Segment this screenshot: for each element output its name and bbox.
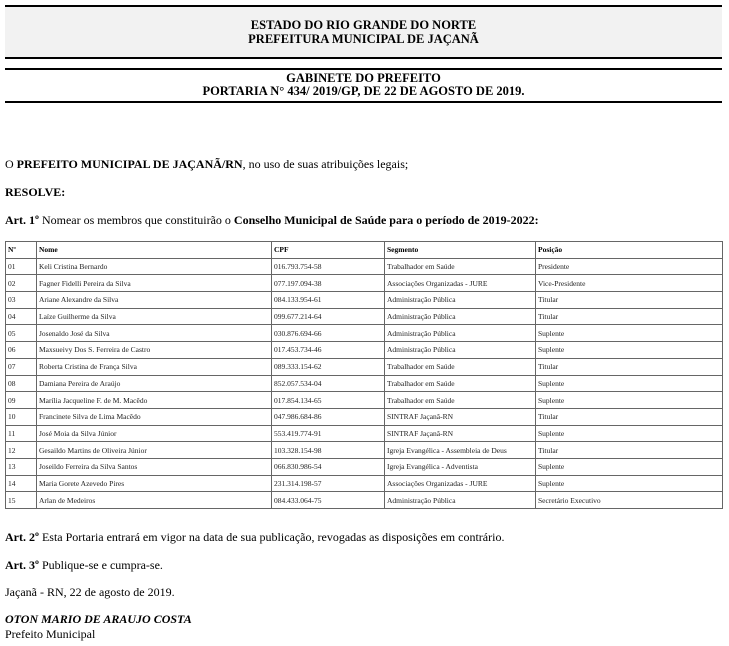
art2-text: Esta Portaria entrará em vigor na data de sua publicação, revogadas as disposições em contrário.	[38, 530, 505, 544]
table-row	[6, 358, 723, 375]
cell-position: Suplente	[536, 475, 723, 492]
state-name: ESTADO DO RIO GRANDE DO NORTE	[250, 18, 477, 32]
cell-name: Keli Cristina Bernardo	[37, 258, 272, 275]
cell-position: Suplente	[536, 325, 723, 342]
cell-position: Titular	[536, 442, 723, 459]
cell-position: Titular	[536, 292, 723, 309]
cell-number: 09	[6, 392, 37, 409]
cell-position: Titular	[536, 358, 723, 375]
cell-segment: Trabalhador em Saúde	[385, 375, 536, 392]
art3-text: Publique-se e cumpra-se.	[38, 558, 163, 572]
table-header-row	[6, 242, 723, 259]
cell-position: Suplente	[536, 375, 723, 392]
cell-name: Arlan de Medeiros	[37, 492, 272, 509]
art2-label: Art. 2º	[5, 530, 39, 544]
table-row	[6, 275, 723, 292]
header-name: Nome	[37, 242, 272, 259]
cell-number: 04	[6, 308, 37, 325]
cell-cpf: 017.854.134-65	[272, 392, 385, 409]
cell-cpf: 066.830.986-54	[272, 458, 385, 475]
cell-number: 02	[6, 275, 37, 292]
table-row	[6, 392, 723, 409]
signature-name: OTON MARIO DE ARAUJO COSTA	[5, 612, 192, 626]
cell-segment: Trabalhador em Saúde	[385, 392, 536, 409]
art1-text: Nomear os membros que constituirão o	[38, 213, 234, 227]
cell-name: Fagner Fidelli Pereira da Silva	[37, 275, 272, 292]
cell-number: 01	[6, 258, 37, 275]
cell-position: Suplente	[536, 342, 723, 359]
cell-number: 03	[6, 292, 37, 309]
cell-cpf: 852.057.534-04	[272, 375, 385, 392]
cell-number: 05	[6, 325, 37, 342]
cell-cpf: 077.197.094-38	[272, 275, 385, 292]
cell-cpf: 016.793.754-58	[272, 258, 385, 275]
cell-segment: Administração Pública	[385, 325, 536, 342]
table-row	[6, 375, 723, 392]
cell-number: 15	[6, 492, 37, 509]
cell-segment: Trabalhador em Saúde	[385, 258, 536, 275]
cell-segment: SINTRAF Jaçanã-RN	[385, 425, 536, 442]
table-row	[6, 425, 723, 442]
cabinet-section	[5, 68, 722, 103]
table-row	[6, 408, 723, 425]
art1-bold: Conselho Municipal de Saúde para o período de 2019-2022:	[233, 213, 539, 227]
cell-name: Joseildo Ferreira da Silva Santos	[37, 458, 272, 475]
cell-cpf: 553.419.774-91	[272, 425, 385, 442]
cell-name: Marília Jacqueline F. de M. Macêdo	[37, 392, 272, 409]
resolve-text: RESOLVE:	[5, 185, 66, 199]
cell-name: Maxsueivy Dos S. Ferreira de Castro	[37, 342, 272, 359]
cell-number: 08	[6, 375, 37, 392]
cell-name: Josenaldo José da Silva	[37, 325, 272, 342]
cell-cpf: 231.314.198-57	[272, 475, 385, 492]
art2-paragraph	[5, 530, 504, 545]
table-row	[6, 292, 723, 309]
cell-name: Roberta Cristina de França Silva	[37, 358, 272, 375]
cell-segment: Administração Pública	[385, 292, 536, 309]
art1-paragraph	[5, 213, 539, 228]
cell-name: Ariane Alexandre da Silva	[37, 292, 272, 309]
cell-position: Suplente	[536, 392, 723, 409]
header-cpf: CPF	[272, 242, 385, 259]
table-row	[6, 258, 723, 275]
cell-number: 14	[6, 475, 37, 492]
table-row	[6, 492, 723, 509]
table-row	[6, 325, 723, 342]
portaria-title: PORTARIA N° 434/ 2019/GP, DE 22 DE AGOSTO DE 2019.	[202, 84, 525, 98]
header-segment: Segmento	[385, 242, 536, 259]
header-number: Nº	[6, 242, 37, 259]
cell-cpf: 089.333.154-62	[272, 358, 385, 375]
cell-segment: Administração Pública	[385, 308, 536, 325]
document-header	[5, 5, 722, 59]
table-row	[6, 342, 723, 359]
art3-label: Art. 3º	[5, 558, 39, 572]
intro-suffix: , no uso de suas atribuições legais;	[242, 157, 409, 171]
intro-prefix: O	[5, 157, 17, 171]
cell-position: Titular	[536, 408, 723, 425]
cell-segment: Igreja Evangélica - Assembleia de Deus	[385, 442, 536, 459]
cell-name: Laíze Guilherme da Silva	[37, 308, 272, 325]
cell-segment: Administração Pública	[385, 342, 536, 359]
cell-position: Titular	[536, 308, 723, 325]
members-table	[5, 241, 723, 509]
table-row	[6, 442, 723, 459]
table-body	[6, 258, 723, 508]
intro-paragraph	[5, 157, 408, 172]
intro-bold: PREFEITO MUNICIPAL DE JAÇANÃ/RN	[16, 157, 243, 171]
cabinet-title: GABINETE DO PREFEITO	[286, 71, 441, 85]
cell-position: Presidente	[536, 258, 723, 275]
cell-name: Maria Gorete Azevedo Pires	[37, 475, 272, 492]
cell-position: Suplente	[536, 425, 723, 442]
cell-number: 12	[6, 442, 37, 459]
cell-segment: Associações Organizadas - JURE	[385, 475, 536, 492]
cell-cpf: 084.433.064-75	[272, 492, 385, 509]
cell-number: 11	[6, 425, 37, 442]
table-row	[6, 458, 723, 475]
cell-segment: Administração Pública	[385, 492, 536, 509]
cell-cpf: 030.876.694-66	[272, 325, 385, 342]
cell-cpf: 017.453.734-46	[272, 342, 385, 359]
cell-number: 07	[6, 358, 37, 375]
cell-name: Gesaildo Martins de Oliveira Júnior	[37, 442, 272, 459]
cell-number: 10	[6, 408, 37, 425]
cell-number: 13	[6, 458, 37, 475]
art1-label: Art. 1º	[5, 213, 39, 227]
cell-segment: Trabalhador em Saúde	[385, 358, 536, 375]
cell-name: José Moia da Silva Júnior	[37, 425, 272, 442]
cell-cpf: 103.328.154-98	[272, 442, 385, 459]
cell-number: 06	[6, 342, 37, 359]
cell-segment: SINTRAF Jaçanã-RN	[385, 408, 536, 425]
cell-cpf: 047.986.684-86	[272, 408, 385, 425]
cell-cpf: 099.677.214-64	[272, 308, 385, 325]
cell-cpf: 084.133.954-61	[272, 292, 385, 309]
table-row	[6, 308, 723, 325]
cell-position: Vice-Presidente	[536, 275, 723, 292]
signature-role: Prefeito Municipal	[5, 627, 96, 641]
art3-paragraph	[5, 558, 163, 573]
place-date: Jaçanã - RN, 22 de agosto de 2019.	[5, 585, 175, 599]
cell-position: Suplente	[536, 458, 723, 475]
municipality-name: PREFEITURA MUNICIPAL DE JAÇANÃ	[248, 32, 479, 46]
cell-name: Francinete Silva de Lima Macêdo	[37, 408, 272, 425]
cell-segment: Associações Organizadas - JURE	[385, 275, 536, 292]
cell-segment: Igreja Evangélica - Adventista	[385, 458, 536, 475]
resolve-heading	[5, 185, 65, 200]
table-row	[6, 475, 723, 492]
header-position: Posição	[536, 242, 723, 259]
cell-position: Secretário Executivo	[536, 492, 723, 509]
cell-name: Damiana Pereira de Araújo	[37, 375, 272, 392]
